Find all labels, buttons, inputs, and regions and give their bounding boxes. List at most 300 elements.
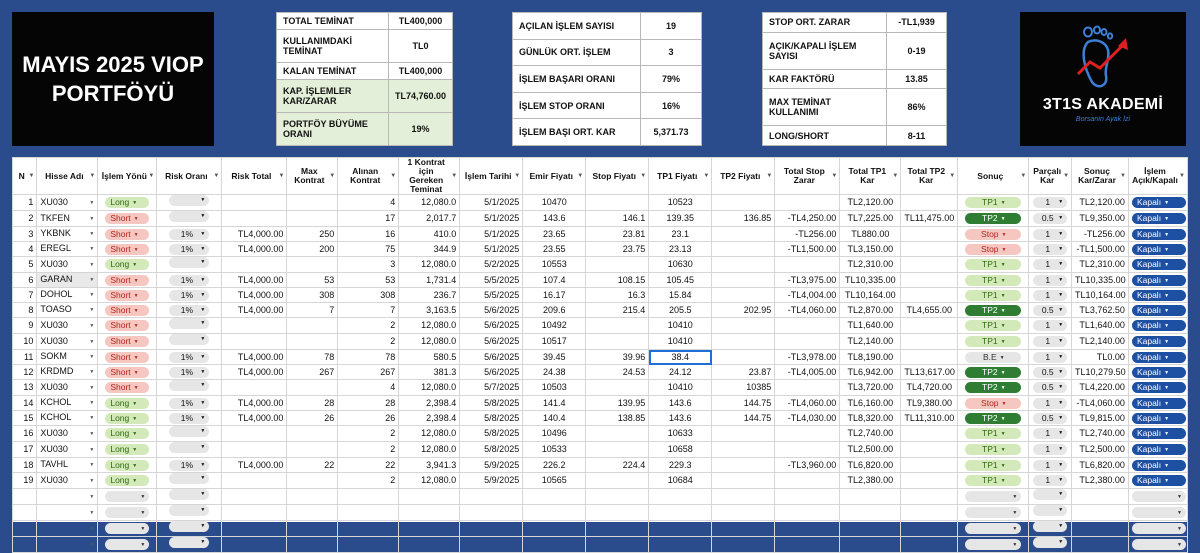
cell-tp1[interactable]: 229.3: [649, 458, 712, 473]
cell-hisse[interactable]: [37, 195, 98, 211]
cell-parcali[interactable]: [1029, 242, 1072, 257]
risk-dropdown[interactable]: [169, 426, 209, 437]
cell-hisse[interactable]: [37, 365, 98, 380]
filter-icon[interactable]: ▼: [1063, 173, 1070, 179]
cell-parcali[interactable]: [1029, 458, 1072, 473]
cell-tp2[interactable]: [712, 195, 775, 211]
empty-cell[interactable]: [586, 489, 649, 505]
cell-risk[interactable]: [157, 350, 222, 365]
cell-total_tp2[interactable]: [901, 242, 958, 257]
empty-cell[interactable]: [37, 521, 98, 537]
cell-max[interactable]: 7: [287, 303, 338, 318]
empty-cell[interactable]: [287, 537, 338, 553]
result-dropdown[interactable]: [965, 213, 1021, 224]
partial-profit-dropdown[interactable]: [1033, 197, 1067, 208]
empty-cell[interactable]: [98, 489, 157, 505]
status-dropdown[interactable]: [1132, 539, 1186, 550]
empty-cell[interactable]: [399, 505, 460, 521]
cell-tarih[interactable]: 5/6/2025: [460, 365, 523, 380]
cell-total_tp2[interactable]: [901, 318, 958, 334]
cell-tp1[interactable]: 10684: [649, 473, 712, 489]
cell-risk_total[interactable]: TL4,000.00: [222, 303, 287, 318]
cell-yon[interactable]: [98, 334, 157, 350]
filter-icon[interactable]: ▼: [514, 173, 521, 179]
status-dropdown[interactable]: [1132, 229, 1186, 240]
empty-cell[interactable]: [287, 521, 338, 537]
cell-parcali[interactable]: [1029, 288, 1072, 303]
empty-cell[interactable]: [399, 489, 460, 505]
cell-tarih[interactable]: 5/8/2025: [460, 442, 523, 458]
cell-risk[interactable]: [157, 227, 222, 242]
status-dropdown[interactable]: [1132, 367, 1186, 378]
column-header[interactable]: [222, 158, 287, 195]
status-dropdown[interactable]: [1132, 382, 1186, 393]
cell-risk[interactable]: [157, 288, 222, 303]
cell-sonuc[interactable]: [958, 442, 1029, 458]
cell-teminat[interactable]: 2,017.7: [399, 211, 460, 227]
cell-durum[interactable]: [1128, 350, 1187, 365]
cell-teminat[interactable]: 12,080.0: [399, 318, 460, 334]
column-header[interactable]: [1072, 158, 1129, 195]
cell-tp1[interactable]: 143.6: [649, 411, 712, 426]
cell-yon[interactable]: [98, 426, 157, 442]
cell-total_stop[interactable]: [775, 473, 840, 489]
empty-cell[interactable]: [840, 521, 901, 537]
cell-max[interactable]: 22: [287, 458, 338, 473]
result-dropdown[interactable]: [965, 305, 1021, 316]
empty-cell[interactable]: [901, 489, 958, 505]
empty-cell[interactable]: [1072, 537, 1129, 553]
cell-durum[interactable]: [1128, 227, 1187, 242]
partial-profit-dropdown[interactable]: [1033, 244, 1067, 255]
cell-total_stop[interactable]: -TL4,004.00: [775, 288, 840, 303]
result-dropdown[interactable]: [965, 197, 1021, 208]
cell-teminat[interactable]: 12,080.0: [399, 442, 460, 458]
cell-stop[interactable]: [586, 318, 649, 334]
cell-durum[interactable]: [1128, 411, 1187, 426]
cell-risk[interactable]: [157, 334, 222, 350]
direction-dropdown[interactable]: [105, 523, 149, 534]
cell-durum[interactable]: [1128, 257, 1187, 273]
cell-alinan[interactable]: 2: [338, 473, 399, 489]
cell-emir[interactable]: 10496: [523, 426, 586, 442]
partial-profit-dropdown[interactable]: [1033, 428, 1067, 439]
cell-tp2[interactable]: [712, 288, 775, 303]
cell-yon[interactable]: [98, 303, 157, 318]
cell-sonuc_kz[interactable]: TL2,740.00: [1072, 426, 1129, 442]
empty-cell[interactable]: [840, 505, 901, 521]
column-header[interactable]: [958, 158, 1029, 195]
cell-tp1[interactable]: 143.6: [649, 396, 712, 411]
cell-tarih[interactable]: 5/5/2025: [460, 288, 523, 303]
cell-total_tp1[interactable]: TL6,160.00: [840, 396, 901, 411]
cell-total_tp1[interactable]: TL2,120.00: [840, 195, 901, 211]
risk-dropdown[interactable]: [169, 380, 209, 391]
cell-total_tp1[interactable]: TL2,140.00: [840, 334, 901, 350]
cell-durum[interactable]: [1128, 426, 1187, 442]
cell-sonuc_kz[interactable]: TL10,164.00: [1072, 288, 1129, 303]
cell-alinan[interactable]: 2: [338, 334, 399, 350]
cell-total_tp2[interactable]: [901, 273, 958, 288]
cell-emir[interactable]: 226.2: [523, 458, 586, 473]
cell-total_stop[interactable]: -TL4,005.00: [775, 365, 840, 380]
cell-alinan[interactable]: 22: [338, 458, 399, 473]
cell-emir[interactable]: 24.38: [523, 365, 586, 380]
cell-hisse[interactable]: [37, 411, 98, 426]
cell-teminat[interactable]: 381.3: [399, 365, 460, 380]
cell-risk_total[interactable]: TL4,000.00: [222, 350, 287, 365]
cell-parcali[interactable]: [1029, 211, 1072, 227]
cell-sonuc[interactable]: [958, 426, 1029, 442]
cell-risk_total[interactable]: [222, 195, 287, 211]
cell-risk[interactable]: [157, 303, 222, 318]
cell-total_tp2[interactable]: [901, 458, 958, 473]
column-header[interactable]: [840, 158, 901, 195]
cell-sonuc[interactable]: [958, 318, 1029, 334]
cell-sonuc_kz[interactable]: TL2,120.00: [1072, 195, 1129, 211]
partial-profit-dropdown[interactable]: [1033, 290, 1067, 301]
cell-total_tp2[interactable]: [901, 334, 958, 350]
partial-profit-dropdown[interactable]: [1033, 489, 1067, 500]
cell-sonuc_kz[interactable]: TL9,350.00: [1072, 211, 1129, 227]
risk-dropdown[interactable]: [169, 352, 209, 363]
cell-yon[interactable]: [98, 195, 157, 211]
direction-dropdown[interactable]: [105, 444, 149, 455]
cell-tp2[interactable]: [712, 426, 775, 442]
cell-yon[interactable]: [98, 442, 157, 458]
cell-total_stop[interactable]: -TL3,975.00: [775, 273, 840, 288]
cell-stop[interactable]: 108.15: [586, 273, 649, 288]
result-dropdown[interactable]: [965, 428, 1021, 439]
cell-max[interactable]: [287, 442, 338, 458]
cell-max[interactable]: 250: [287, 227, 338, 242]
empty-cell[interactable]: [98, 521, 157, 537]
empty-cell[interactable]: [338, 537, 399, 553]
cell-risk[interactable]: [157, 257, 222, 273]
cell-sonuc[interactable]: [958, 350, 1029, 365]
empty-cell[interactable]: [1072, 521, 1129, 537]
cell-total_tp2[interactable]: TL4,720.00: [901, 380, 958, 396]
cell-tp1[interactable]: 23.13: [649, 242, 712, 257]
filter-icon[interactable]: ▼: [577, 173, 584, 179]
empty-cell[interactable]: [1128, 489, 1187, 505]
cell-stop[interactable]: 23.81: [586, 227, 649, 242]
cell-max[interactable]: [287, 318, 338, 334]
result-dropdown[interactable]: [965, 336, 1021, 347]
cell-total_tp1[interactable]: TL10,335.00: [840, 273, 901, 288]
cell-emir[interactable]: 23.55: [523, 242, 586, 257]
cell-tp1[interactable]: 10410: [649, 318, 712, 334]
cell-alinan[interactable]: 53: [338, 273, 399, 288]
status-dropdown[interactable]: [1132, 475, 1186, 486]
cell-teminat[interactable]: 3,163.5: [399, 303, 460, 318]
empty-cell[interactable]: [222, 537, 287, 553]
cell-yon[interactable]: [98, 380, 157, 396]
empty-cell[interactable]: [338, 505, 399, 521]
empty-cell[interactable]: [287, 489, 338, 505]
partial-profit-dropdown[interactable]: [1033, 505, 1067, 516]
cell-total_tp1[interactable]: TL1,640.00: [840, 318, 901, 334]
cell-teminat[interactable]: 12,080.0: [399, 334, 460, 350]
cell-tarih[interactable]: 5/7/2025: [460, 380, 523, 396]
cell-sonuc_kz[interactable]: TL10,279.50: [1072, 365, 1129, 380]
cell-tp2[interactable]: [712, 334, 775, 350]
cell-tp2[interactable]: 23.87: [712, 365, 775, 380]
cell-total_tp1[interactable]: TL10,164.00: [840, 288, 901, 303]
cell-emir[interactable]: 23.65: [523, 227, 586, 242]
cell-tp2[interactable]: 136.85: [712, 211, 775, 227]
empty-cell[interactable]: [1072, 489, 1129, 505]
risk-dropdown[interactable]: [169, 244, 209, 255]
cell-total_tp1[interactable]: TL880.00: [840, 227, 901, 242]
cell-max[interactable]: 200: [287, 242, 338, 257]
cell-alinan[interactable]: 26: [338, 411, 399, 426]
cell-durum[interactable]: [1128, 303, 1187, 318]
status-dropdown[interactable]: [1132, 336, 1186, 347]
cell-tp1[interactable]: 38.4: [649, 350, 712, 365]
cell-emir[interactable]: 10565: [523, 473, 586, 489]
cell-risk_total[interactable]: TL4,000.00: [222, 411, 287, 426]
cell-durum[interactable]: [1128, 442, 1187, 458]
cell-teminat[interactable]: 2,398.4: [399, 396, 460, 411]
cell-tp2[interactable]: [712, 442, 775, 458]
cell-yon[interactable]: [98, 227, 157, 242]
empty-cell[interactable]: [222, 489, 287, 505]
cell-teminat[interactable]: 236.7: [399, 288, 460, 303]
cell-durum[interactable]: [1128, 242, 1187, 257]
partial-profit-dropdown[interactable]: [1033, 398, 1067, 409]
risk-dropdown[interactable]: [169, 275, 209, 286]
cell-total_stop[interactable]: [775, 442, 840, 458]
direction-dropdown[interactable]: [105, 352, 149, 363]
cell-stop[interactable]: 146.1: [586, 211, 649, 227]
cell-hisse[interactable]: [37, 334, 98, 350]
result-dropdown[interactable]: [965, 491, 1021, 502]
cell-total_tp1[interactable]: TL7,225.00: [840, 211, 901, 227]
cell-total_tp1[interactable]: TL3,150.00: [840, 242, 901, 257]
column-header[interactable]: [460, 158, 523, 195]
cell-teminat[interactable]: 12,080.0: [399, 257, 460, 273]
cell-total_tp1[interactable]: TL2,740.00: [840, 426, 901, 442]
cell-total_tp2[interactable]: [901, 257, 958, 273]
cell-risk_total[interactable]: [222, 442, 287, 458]
cell-tarih[interactable]: 5/6/2025: [460, 334, 523, 350]
empty-cell[interactable]: [13, 489, 37, 505]
cell-risk_total[interactable]: TL4,000.00: [222, 396, 287, 411]
empty-cell[interactable]: [399, 537, 460, 553]
empty-cell[interactable]: [338, 489, 399, 505]
direction-dropdown[interactable]: [105, 491, 149, 502]
empty-cell[interactable]: [157, 537, 222, 553]
filter-icon[interactable]: ▼: [949, 173, 956, 179]
cell-alinan[interactable]: 17: [338, 211, 399, 227]
cell-total_stop[interactable]: -TL1,500.00: [775, 242, 840, 257]
direction-dropdown[interactable]: [105, 305, 149, 316]
cell-hisse[interactable]: [37, 458, 98, 473]
cell-teminat[interactable]: 3,941.3: [399, 458, 460, 473]
status-dropdown[interactable]: [1132, 213, 1186, 224]
empty-cell[interactable]: [157, 521, 222, 537]
cell-durum[interactable]: [1128, 334, 1187, 350]
cell-total_tp1[interactable]: TL6,820.00: [840, 458, 901, 473]
column-header[interactable]: [901, 158, 958, 195]
cell-stop[interactable]: [586, 380, 649, 396]
cell-emir[interactable]: 10470: [523, 195, 586, 211]
cell-stop[interactable]: 138.85: [586, 411, 649, 426]
risk-dropdown[interactable]: [169, 473, 209, 484]
cell-sonuc_kz[interactable]: TL10,335.00: [1072, 273, 1129, 288]
empty-cell[interactable]: [13, 521, 37, 537]
cell-total_stop[interactable]: [775, 334, 840, 350]
cell-sonuc_kz[interactable]: TL0.00: [1072, 350, 1129, 365]
cell-total_tp2[interactable]: [901, 350, 958, 365]
partial-profit-dropdown[interactable]: [1033, 336, 1067, 347]
cell-total_stop[interactable]: -TL256.00: [775, 227, 840, 242]
risk-dropdown[interactable]: [169, 442, 209, 453]
cell-tarih[interactable]: 5/8/2025: [460, 426, 523, 442]
risk-dropdown[interactable]: [169, 305, 209, 316]
empty-cell[interactable]: [775, 521, 840, 537]
empty-cell[interactable]: [1128, 521, 1187, 537]
result-dropdown[interactable]: [965, 460, 1021, 471]
cell-tp2[interactable]: [712, 350, 775, 365]
direction-dropdown[interactable]: [105, 336, 149, 347]
empty-cell[interactable]: [958, 505, 1029, 521]
cell-stop[interactable]: 139.95: [586, 396, 649, 411]
cell-emir[interactable]: 10553: [523, 257, 586, 273]
cell-tp1[interactable]: 15.84: [649, 288, 712, 303]
cell-total_stop[interactable]: -TL3,978.00: [775, 350, 840, 365]
cell-risk_total[interactable]: [222, 426, 287, 442]
risk-dropdown[interactable]: [169, 521, 209, 532]
cell-tarih[interactable]: 5/5/2025: [460, 273, 523, 288]
cell-tarih[interactable]: 5/1/2025: [460, 242, 523, 257]
cell-sonuc_kz[interactable]: TL3,762.50: [1072, 303, 1129, 318]
empty-cell[interactable]: [712, 537, 775, 553]
direction-dropdown[interactable]: [105, 460, 149, 471]
filter-icon[interactable]: ▼: [89, 173, 96, 179]
partial-profit-dropdown[interactable]: [1033, 367, 1067, 378]
cell-risk[interactable]: [157, 211, 222, 227]
direction-dropdown[interactable]: [105, 413, 149, 424]
status-dropdown[interactable]: [1132, 460, 1186, 471]
cell-parcali[interactable]: [1029, 365, 1072, 380]
cell-hisse[interactable]: [37, 442, 98, 458]
cell-tp1[interactable]: 10633: [649, 426, 712, 442]
empty-cell[interactable]: [649, 521, 712, 537]
column-header[interactable]: [287, 158, 338, 195]
filter-icon[interactable]: ▼: [703, 173, 710, 179]
cell-sonuc[interactable]: [958, 211, 1029, 227]
cell-sonuc[interactable]: [958, 334, 1029, 350]
cell-risk[interactable]: [157, 442, 222, 458]
cell-total_tp2[interactable]: TL13,617.00: [901, 365, 958, 380]
cell-total_tp2[interactable]: [901, 473, 958, 489]
cell-total_tp2[interactable]: [901, 288, 958, 303]
cell-tp1[interactable]: 10630: [649, 257, 712, 273]
cell-total_tp2[interactable]: TL4,655.00: [901, 303, 958, 318]
cell-total_tp1[interactable]: TL2,870.00: [840, 303, 901, 318]
cell-total_tp2[interactable]: [901, 195, 958, 211]
risk-dropdown[interactable]: [169, 413, 209, 424]
cell-stop[interactable]: [586, 442, 649, 458]
partial-profit-dropdown[interactable]: [1033, 475, 1067, 486]
result-dropdown[interactable]: [965, 507, 1021, 518]
cell-yon[interactable]: [98, 257, 157, 273]
cell-hisse[interactable]: [37, 303, 98, 318]
cell-hisse[interactable]: [37, 426, 98, 442]
empty-cell[interactable]: [1072, 505, 1129, 521]
cell-total_tp1[interactable]: TL2,380.00: [840, 473, 901, 489]
direction-dropdown[interactable]: [105, 475, 149, 486]
filter-icon[interactable]: ▼: [390, 173, 397, 179]
status-dropdown[interactable]: [1132, 305, 1186, 316]
result-dropdown[interactable]: [965, 259, 1021, 270]
empty-cell[interactable]: [649, 489, 712, 505]
empty-cell[interactable]: [1029, 537, 1072, 553]
result-dropdown[interactable]: [965, 320, 1021, 331]
cell-tarih[interactable]: 5/8/2025: [460, 396, 523, 411]
cell-risk[interactable]: [157, 473, 222, 489]
direction-dropdown[interactable]: [105, 275, 149, 286]
direction-dropdown[interactable]: [105, 507, 149, 518]
cell-sonuc_kz[interactable]: -TL4,060.00: [1072, 396, 1129, 411]
risk-dropdown[interactable]: [169, 398, 209, 409]
empty-cell[interactable]: [775, 505, 840, 521]
cell-tarih[interactable]: 5/6/2025: [460, 303, 523, 318]
cell-total_tp2[interactable]: TL11,475.00: [901, 211, 958, 227]
cell-teminat[interactable]: 12,080.0: [399, 426, 460, 442]
partial-profit-dropdown[interactable]: [1033, 521, 1067, 532]
cell-emir[interactable]: 16.17: [523, 288, 586, 303]
direction-dropdown[interactable]: [105, 367, 149, 378]
empty-cell[interactable]: [586, 537, 649, 553]
cell-max[interactable]: 53: [287, 273, 338, 288]
cell-parcali[interactable]: [1029, 334, 1072, 350]
cell-max[interactable]: 26: [287, 411, 338, 426]
cell-stop[interactable]: 16.3: [586, 288, 649, 303]
direction-dropdown[interactable]: [105, 229, 149, 240]
cell-tp1[interactable]: 10658: [649, 442, 712, 458]
risk-dropdown[interactable]: [169, 334, 209, 345]
empty-cell[interactable]: [958, 537, 1029, 553]
cell-yon[interactable]: [98, 350, 157, 365]
column-header[interactable]: [1128, 158, 1187, 195]
cell-sonuc[interactable]: [958, 227, 1029, 242]
cell-risk[interactable]: [157, 318, 222, 334]
cell-risk_total[interactable]: [222, 257, 287, 273]
cell-hisse[interactable]: [37, 288, 98, 303]
cell-sonuc_kz[interactable]: TL2,140.00: [1072, 334, 1129, 350]
cell-durum[interactable]: [1128, 396, 1187, 411]
empty-cell[interactable]: [157, 505, 222, 521]
cell-total_stop[interactable]: -TL3,960.00: [775, 458, 840, 473]
cell-yon[interactable]: [98, 458, 157, 473]
empty-cell[interactable]: [13, 537, 37, 553]
cell-tp2[interactable]: [712, 227, 775, 242]
cell-durum[interactable]: [1128, 211, 1187, 227]
cell-total_tp2[interactable]: TL11,310.00: [901, 411, 958, 426]
partial-profit-dropdown[interactable]: [1033, 259, 1067, 270]
cell-risk_total[interactable]: TL4,000.00: [222, 365, 287, 380]
filter-icon[interactable]: ▼: [1020, 173, 1027, 179]
cell-max[interactable]: [287, 334, 338, 350]
cell-sonuc_kz[interactable]: TL9,815.00: [1072, 411, 1129, 426]
cell-total_tp2[interactable]: TL9,380.00: [901, 396, 958, 411]
cell-tp2[interactable]: [712, 458, 775, 473]
cell-sonuc[interactable]: [958, 242, 1029, 257]
cell-tp2[interactable]: 10385: [712, 380, 775, 396]
